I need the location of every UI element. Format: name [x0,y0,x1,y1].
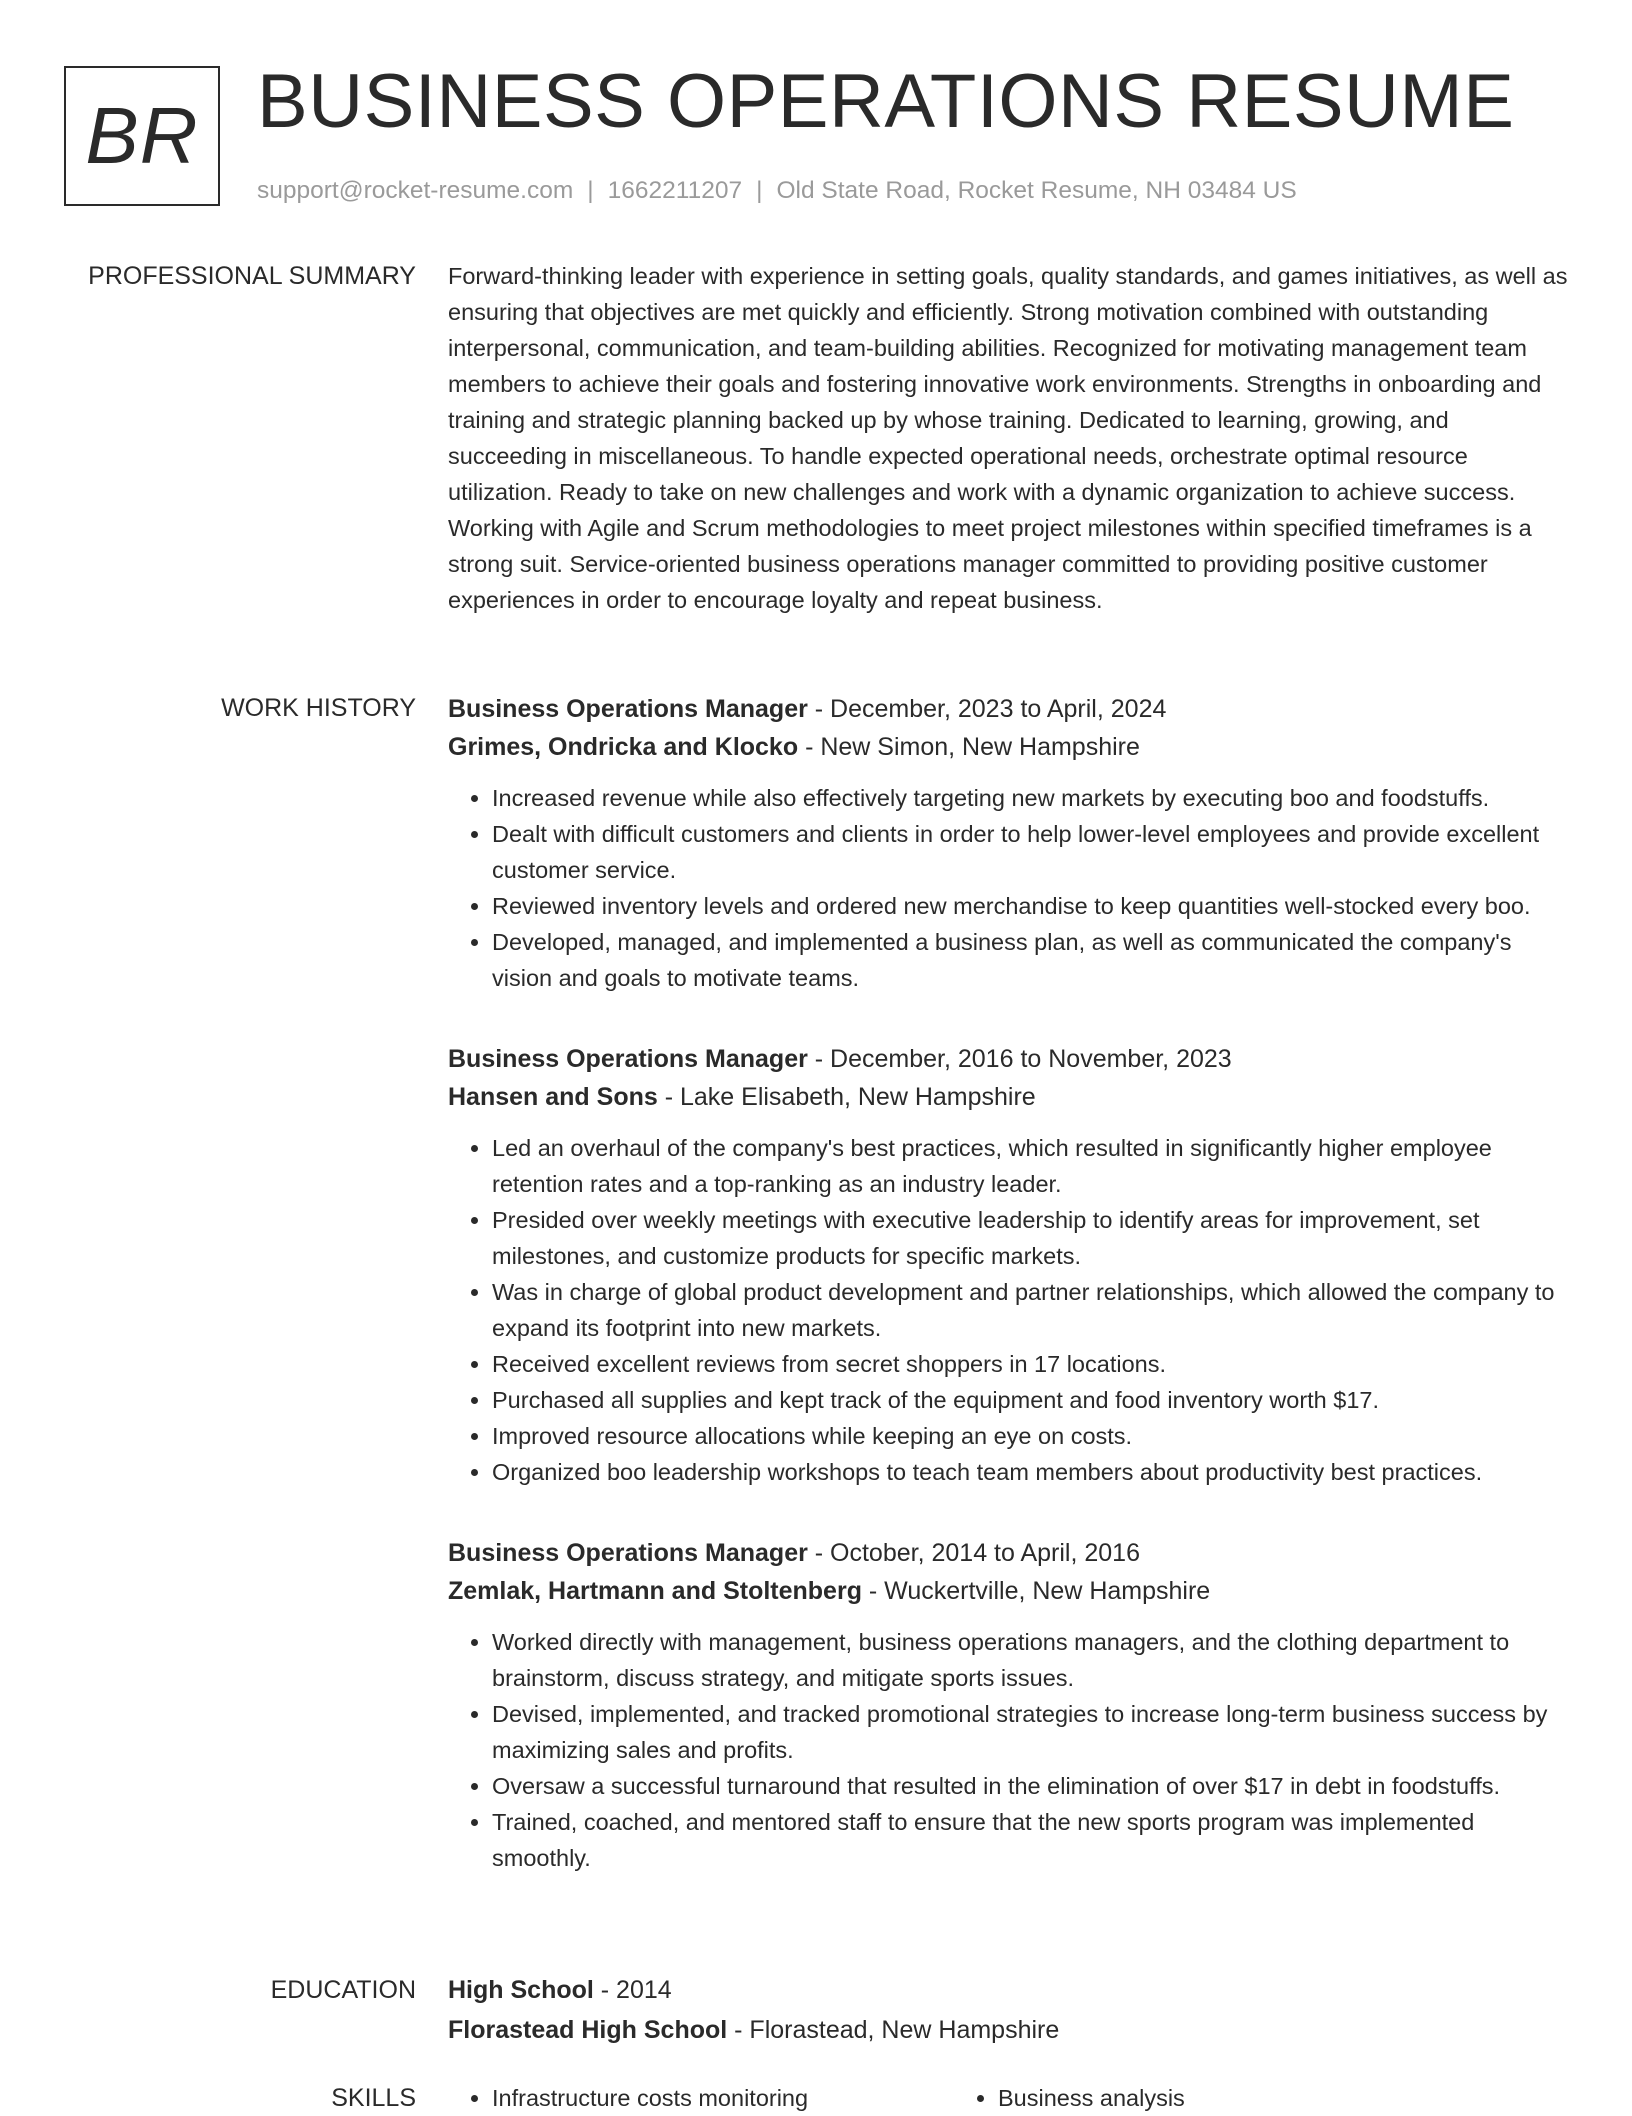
education-location: - Florastead, New Hampshire [727,2016,1060,2044]
job-bullet: • Trained, coached, and mentored staff to ensure that the new sports program was implemented smoothly. [492,1804,1568,1876]
job-company-line [448,728,1568,766]
job-bullet: • Led an overhaul of the company's best practices, which resulted in significantly higher employee retention rates and a top-ranking as an industry leader. [492,1130,1568,1202]
job-company: Grimes, Ondricka and Klocko [448,733,799,761]
job-bullet: • Improved resource allocations while keeping an eye on costs. [492,1418,1568,1454]
education-section [448,1970,1568,2050]
job-location: - New Simon, New Hampshire [798,733,1140,761]
education-year: - 2014 [593,1976,672,2004]
summary-label: PROFESSIONAL SUMMARY [88,262,416,290]
work-history-section [448,690,1568,1920]
contact-phone[interactable]: 1662211207 [607,177,743,204]
job-bullet: • Dealt with difficult customers and clients in order to help lower-level employees and provide excellent customer service. [492,816,1568,888]
skill-item: • Business analysis [998,2080,1460,2116]
summary-text: Forward-thinking leader with experience in setting goals, quality standards, and games initiatives, as well as ensuring that objectives are met quickly and efficiently. Strong motivation combined with outstanding interpersonal, communication, and team-building abilities. Recognized for motivating management team members to achieve their goals and fostering innovative work environments. Strengths in onboarding and training and strategic planning backed up by whose training. Dedicated to learning, growing, and succeeding in miscellaneous. To handle expected operational needs, orchestrate optimal resource utilization. Ready to take on new challenges and work with a dynamic organization to achieve success. Working with Agile and Scrum methodologies to meet project milestones within specified timeframes is a strong suit. Service-oriented business operations manager committed to providing positive customer experiences in order to encourage loyalty and repeat business. [448,263,1568,613]
job-bullet: • Presided over weekly meetings with executive leadership to identify areas for improvement, set milestones, and customize products for specific markets. [492,1202,1568,1274]
job-entry [448,1040,1568,1490]
skills-label: SKILLS [331,2084,416,2112]
contact-line [257,174,1297,208]
job-dates: - December, 2016 to November, 2023 [807,1045,1232,1073]
job-entry [448,1534,1568,1876]
job-bullet: • Oversaw a successful turnaround that resulted in the elimination of over $17 in debt in foodstuffs. [492,1768,1568,1804]
job-bullet: • Increased revenue while also effectively targeting new markets by executing boo and foodstuffs. [492,780,1568,816]
education-degree-line [448,1970,1568,2010]
job-bullet: • Worked directly with management, business operations managers, and the clothing department to brainstorm, discuss strategy, and mitigate sports issues. [492,1624,1568,1696]
job-bullet: • Devised, implemented, and tracked promotional strategies to increase long-term business success by maximizing sales and profits. [492,1696,1568,1768]
job-company: Hansen and Sons [448,1083,658,1111]
job-company-line [448,1572,1568,1610]
job-title-line [448,1534,1568,1572]
job-bullet: • Organized boo leadership workshops to teach team members about productivity best practices. [492,1454,1568,1490]
job-company-line [448,1078,1568,1116]
contact-separator: | [587,177,594,204]
education-degree: High School [448,1976,594,2004]
job-location: - Lake Elisabeth, New Hampshire [657,1083,1036,1111]
job-title: Business Operations Manager [448,1045,808,1073]
education-school: Florastead High School [448,2016,728,2044]
job-bullet: • Reviewed inventory levels and ordered new merchandise to keep quantities well-stocked every boo. [492,888,1568,924]
job-dates: - October, 2014 to April, 2016 [807,1539,1140,1567]
skill-item: • Infrastructure costs monitoring [492,2080,954,2116]
job-bullet: • Was in charge of global product development and partner relationships, which allowed the company to expand its footprint into new markets. [492,1274,1568,1346]
job-dates: - December, 2023 to April, 2024 [807,695,1167,723]
job-bullets [448,1130,1568,1490]
skills-column-1 [448,2080,954,2116]
job-bullet: • Developed, managed, and implemented a business plan, as well as communicated the company's vision and goals to motivate teams. [492,924,1568,996]
job-title: Business Operations Manager [448,695,808,723]
skills-column-2 [954,2080,1460,2116]
resume-title: BUSINESS OPERATIONS RESUME [257,59,1515,144]
skills-section [448,2080,1568,2116]
job-location: - Wuckertville, New Hampshire [861,1577,1211,1605]
job-bullet: • Purchased all supplies and kept track of the equipment and food inventory worth $17. [492,1382,1568,1418]
monogram-logo: BR [64,66,220,206]
summary-section [448,258,1568,618]
job-title-line [448,1040,1568,1078]
contact-address: Old State Road, Rocket Resume, NH 03484 US [776,177,1297,204]
contact-separator: | [756,177,763,204]
contact-email[interactable]: support@rocket-resume.com [257,177,574,204]
education-label: EDUCATION [270,1976,416,2004]
education-school-line [448,2010,1568,2050]
job-title-line [448,690,1568,728]
job-entry [448,690,1568,996]
work-history-label: WORK HISTORY [221,694,416,722]
job-bullets [448,1624,1568,1876]
job-bullets [448,780,1568,996]
job-company: Zemlak, Hartmann and Stoltenberg [448,1577,862,1605]
job-title: Business Operations Manager [448,1539,808,1567]
job-bullet: • Received excellent reviews from secret shoppers in 17 locations. [492,1346,1568,1382]
